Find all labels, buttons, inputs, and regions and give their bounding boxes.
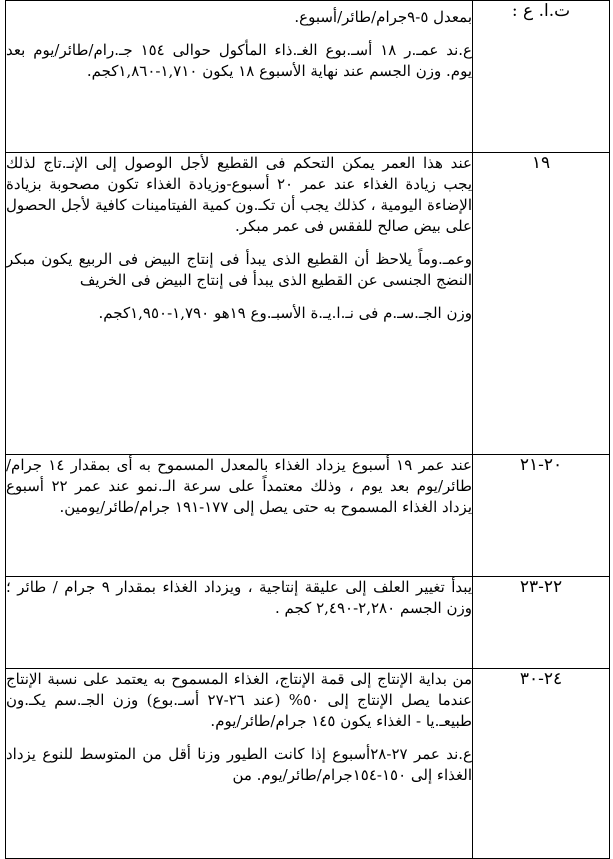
paragraph: من بداية الإنتاج إلى قمة الإنتاج، الغذاء المسموح به يعتمد على نسبة الإنتاج عندما يصل الإنتاج إلى ٥٠% (عند ٢٦-٢٧ أسـ.بوع) وزن الجـ.سم يكـ.ون طبيعـ.يا - الغذاء يكون ١٤٥ جرام/طائر/يوم. xyxy=(6,670,472,730)
table-row xyxy=(6,577,610,669)
week-cell: ١٩ xyxy=(473,153,610,455)
description-cell xyxy=(6,669,473,859)
description-cell xyxy=(6,455,473,577)
description-cell xyxy=(6,1,473,153)
paragraph: ع.ند عمر ٢٧-٢٨أسبوع إذا كانت الطيور وزنا أقل من المتوسط للنوع يزداد الغذاء إلى ١٥٠-١٥٤جرام/طائر/يوم. من xyxy=(6,745,472,784)
paragraph: عند عمر ١٩ أسبوع يزداد الغذاء بالمعدل المسموح به أى بمقدار ١٤ جرام/طائر/يوم بعد يوم ، وذلك معتمداً على سرعة الـ.نمو عند عمر ٢٢ أسبوع يزداد الغذاء المسموح به حتى يصل إلى ١٧٧-١٩١ جرام/طائر/يومين. xyxy=(6,456,472,516)
table-row xyxy=(6,455,610,577)
feeding-schedule-table xyxy=(5,0,610,859)
table-row xyxy=(6,1,610,153)
paragraph: عند هذا العمر يمكن التحكم فى القطيع لأجل الوصول إلى الإنـ.تاج لذلك يجب زيادة الغذاء عند عمر ٢٠ أسبوع-وزيادة الغذاء تكون مصحوبة بزيادة الإضاءة اليومية ، كذلك يجب أن تكـ.ون كمية الفيتامينات كافية لأجل الحصول على بيض صالح للفقس فى عمر مبكر. xyxy=(6,154,472,235)
description-cell xyxy=(6,153,473,455)
paragraph: وزن الجـ.سـ.م فى نـ.ا.يـ.ة الأسبـ.وع ١٩هو ١,٧٩٠-١,٩٥٠كجم. xyxy=(98,304,472,322)
paragraph: وعمـ.وماً يلاحظ أن القطيع الذى يبدأ فى إنتاج البيض فى الربيع يكون مبكر النضج الجنسى عن القطيع الذى يبدأ فى إنتاج البيض فى الخريف xyxy=(6,250,472,289)
paragraph: ع.ند عمـ.ر ١٨ أسـ.بوع الغـ.ذاء المأكول حوالى ١٥٤ جـ.رام/طائر/يوم بعد يوم. وزن الجسم عند نهاية الأسبوع ١٨ يكون ١,٧١٠-١,٨٦٠كجم. xyxy=(6,41,472,80)
week-cell: ٢٢-٢٣ xyxy=(473,577,610,669)
paragraph: بمعدل ٥-٩جرام/طائر/أسبوع. xyxy=(294,8,472,26)
week-cell: ٢٤-٣٠ xyxy=(473,669,610,859)
table-row xyxy=(6,669,610,859)
week-cell: ٢٠-٢١ xyxy=(473,455,610,577)
week-cell: ت.ا. ع : xyxy=(473,1,610,153)
table-row xyxy=(6,153,610,455)
paragraph: يبدأ تغيير العلف إلى عليقة إنتاجية ، ويزداد الغذاء بمقدار ٩ جرام / طائر ؛ وزن الجسم ٢,٢٨٠-٢,٤٩٠ كجم . xyxy=(6,578,472,617)
description-cell xyxy=(6,577,473,669)
